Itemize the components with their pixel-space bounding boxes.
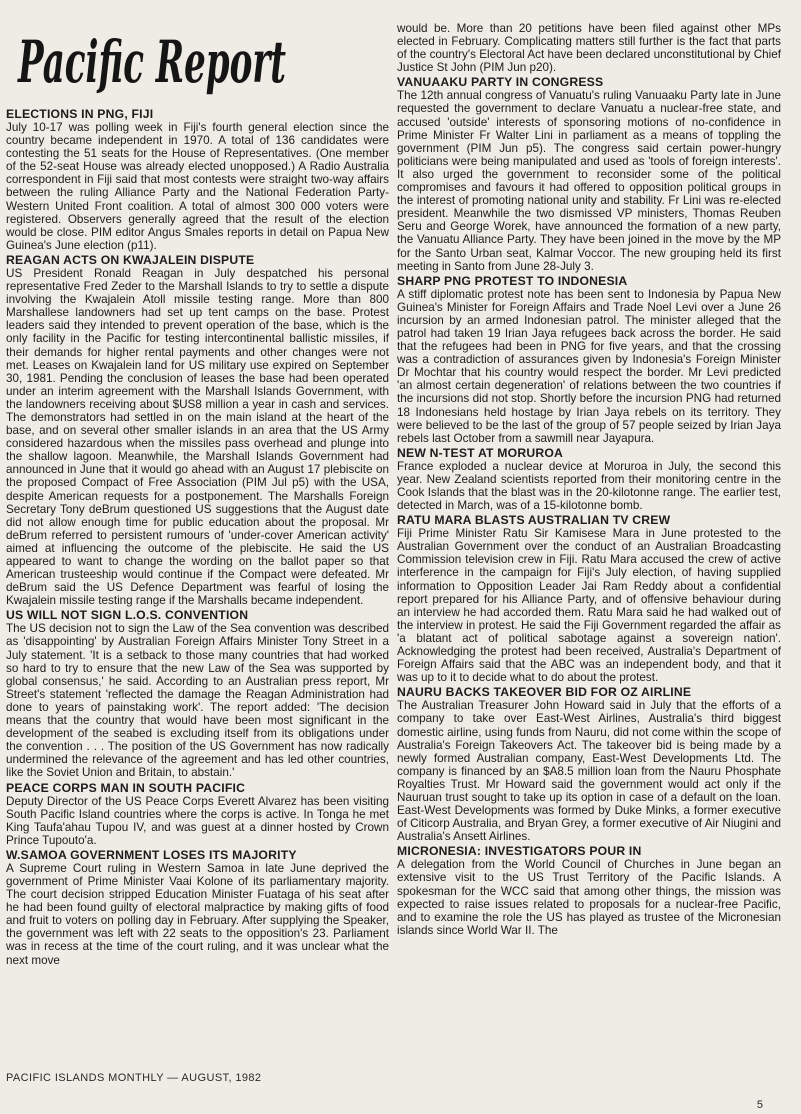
story-vanuaaku [397,75,781,272]
story-body: US President Ronald Reagan in July despatched his personal representative Fred Zeder to the Marshall Islands to try to settle a dispute involving the Kwajalein Atoll missile testing range. More than 800 Marshallese landowners had set up tent camps on the base. Protest leaders said they intended to prevent operation of the base, which is the only facility in the Pacific for testing intercontinental ballistic missiles, if their demands for higher rental payments and other changes were not met. Leases on Kwajalein land for US military use expired on September 30, 1981. Pending the conclusion of leases the base had been operated under an interim agreement with the Marshall Islands Government, with the landowners receiving about $US8 million a year in cash and services. The demonstrators had settled in on the main island at the heart of the base, and on several other smaller islands in an area that the US Army considered hazardous when the missiles pass overhead and plunge into the shallow lagoon. Meanwhile, the Marshall Islands Government had announced in June that it would go ahead with an August 17 plebiscite on the proposed Compact of Free Association (PIM Jul p5) with the USA, despite American requests for a postponement. The Marshalls Foreign Secretary Tony deBrum questioned US suggestions that the August date did not allow enough time for public education about the proposal. Mr deBrum referred to persistent rumours of 'under-cover American activity' aimed at influencing the outcome of the plebiscite. He said the US appeared to want to change the wording on the ballot paper so that American trusteeship would continue if the Compact were defeated. Mr deBrum said the US Defence Department was fearful of losing the Kwajalein missile testing range if the Marshalls became independent. [6,266,389,608]
story-headline: US WILL NOT SIGN L.O.S. CONVENTION [6,608,249,623]
continued-text: would be. More than 20 petitions have been filed against other MPs elected in February. Complicating matters still further is the fact that parts of the country's Electoral Act have been declared unconstitutional by Chief Justice St John (PIM Jun p20). [397,22,781,75]
story-body: The US decision not to sign the Law of the Sea convention was described as 'disappointing' by Australian Foreign Affairs Minister Tony Street in a July statement. 'It is a setback to those many countries that had worked so hard to try to ensure that the new Law of the Sea was supported by global consensus,' he said. According to an Australian press report, Mr Street's statement 'reflected the damage the Reagan Administration had done to years of painstaking work'. The report added: 'The decision means that the country that would have been most significant in the development of the seabed is excluding itself from its obligations under the convention . . . The position of the US Government has now radically undermined the relevance of the agreement and has led other countries, like the Soviet Union and Britain, to abstain.' [6,622,389,780]
story-peace-corps [6,781,389,847]
masthead-title: Pacific Report [16,28,287,96]
story-headline: NEW N-TEST AT MORUROA [397,445,564,460]
left-column-flow [6,107,389,968]
right-column [397,0,781,1114]
story-headline: REAGAN ACTS ON KWAJALEIN DISPUTE [6,252,255,267]
story-ratu-mara [397,513,781,684]
story-body: Deputy Director of the US Peace Corps Everett Alvarez has been visiting South Pacific Island countries where the corps is active. In Tonga he met King Taufa'ahau Tupou IV, and was guest at a dinner hosted by Crown Prince Tupouto'a. [6,794,389,847]
story-png-indonesia [397,274,781,445]
story-w-samoa [6,848,389,967]
left-column [6,0,389,1114]
page-number: 5 [756,1099,763,1111]
story-micronesia [397,844,781,937]
story-headline: VANUAAKU PARTY IN CONGRESS [397,75,604,90]
story-headline: ELECTIONS IN PNG, FIJI [6,107,154,121]
story-headline: RATU MARA BLASTS AUSTRALIAN TV CREW [397,513,671,528]
story-body: France exploded a nuclear device at Moruroa in July, the second this year. New Zealand scientists reported from their monitoring centre in the Cook Islands that the blast was in the 20-kilotonne range. The earlier test, detected in March, was of a 15-kilotonne bomb. [397,459,781,513]
story-headline: MICRONESIA: INVESTIGATORS POUR IN [397,844,642,859]
story-nauru [397,685,781,843]
publication-footer: PACIFIC ISLANDS MONTHLY — AUGUST, 1982 [6,1072,262,1084]
story-body: The Australian Treasurer John Howard said in July that the efforts of a company to take over East-West Airlines, Australia's third biggest domestic airline, using funds from Nauru, did not come within the scope of Australia's Foreign Takeovers Act. The takeover bid is being made by a newly formed Australian company, East-West Developments Ltd. The company is financed by an $A8.5 million loan from the Nauru Phosphate Royalties Trust. Mr Howard said the government would act only if the Nauruan trust sought to take up its option in case of a default on the loan. East-West Developments was formed by Duke Minks, a former executive of Citicorp Australia, and Bryan Grey, a former executive of Air Niugini and Australia's Ansett Airlines. [397,699,781,844]
story-continuation [397,22,781,74]
story-moruroa [397,446,781,512]
story-body: A stiff diplomatic protest note has been sent to Indonesia by Papua New Guinea's Minister for Foreign Affairs and Trade Noel Levi over a June 26 incursion by an armed Indonesian patrol. The minister alleged that the patrol had taken 19 Irian Jaya refugees back across the border. He said that the refugees had been in PNG for five years, and that the crossing was a contradiction of assurances given by Indonesia's Foreign Minister Dr Mochtar that his country would respect the border. Mr Levi predicted 'an almost certain degeneration' of relations between the two countries if the incursions did not stop. Shortly before the incursion PNG had returned 18 Indonesians held hostage by Irian Jaya rebels on its territory. They were believed to be the last of the group of 57 people seized by Irian Jaya rebels last October from a sawmill near Jayapura. [397,287,781,445]
story-headline: SHARP PNG PROTEST TO INDONESIA [397,273,628,288]
story-headline: PEACE CORPS MAN IN SOUTH PACIFIC [6,780,246,795]
right-column-flow [397,22,781,938]
story-law-of-sea [6,608,389,779]
story-body: A delegation from the World Council of Churches in June began an extensive visit to the US Trust Territory of the Pacific Islands. A spokesman for the WCC said that among other things, the mission was expected to raise issues related to proposals for a nuclear-free Pacific, and to examine the role the US has played as trustee of the Micronesian islands since World War II. The [397,858,781,937]
story-body: A Supreme Court ruling in Western Samoa in late June deprived the government of Prime Minister Vaai Kolone of its parliamentary majority. The court decision stripped Education Minister Fuataga of his seat after he had been found guilty of electoral malpractice by making gifts of food and fruit to voters on polling day in February. After supplying the Speaker, the government was left with 22 seats to the opposition's 23. Parliament was in recess at the time of the court ruling, and it was unclear what the next move [6,861,389,967]
story-headline: W.SAMOA GOVERNMENT LOSES ITS MAJORITY [6,847,297,862]
story-kwajalein [6,253,389,607]
story-body: Fiji Prime Minister Ratu Sir Kamisese Mara in June protested to the Australian Government over the conduct of an Australian Broadcasting Commission television crew in Fiji. Ratu Mara accused the crew of active interference in the campaign for Fiji's July election, of having supplied information to Opposition Leader Jai Ram Reddy about a confidential report prepared for his Alliance Party, and of offensive behaviour during an interview he had accorded them. Ratu Mara said he had walked out of the interview in protest. He said the Fiji Government regarded the affair as 'a blatant act of political sabotage against a sovereign nation'. Acknowledging the protest had been received, Australia's Department of Foreign Affairs said that the ABC was an independent body, and that it was up to it to decide what to do about the protest. [397,527,781,685]
story-body: July 10-17 was polling week in Fiji's fourth general election since the country became independent in 1970. A total of 136 candidates were contesting the 51 seats for the House of Representatives. (One member of the 52-seat House was already elected unopposed.) A Radio Australia correspondent in Fiji said that most contests were straight two-way affairs between the ruling Alliance Party and the National Federation Party-Western United Front coalition. A total of almost 300 000 voters were registered. Observers generally agreed that the result of the election would be close. PIM editor Angus Smales reports in detail on Papua New Guinea's June election (p11). [6,121,389,252]
story-elections [6,107,389,252]
story-headline: NAURU BACKS TAKEOVER BID FOR OZ AIRLINE [397,685,692,700]
story-body: The 12th annual congress of Vanuatu's ruling Vanuaaku Party late in June requested the government to declare Vanuatu a nuclear-free state, and accused 'outside' interests of sponsoring motions of no-confidence in Prime Minister Fr Walter Lini in parliament as a means of toppling the government (PIM Jun p5). The congress said certain power-hungry politicians were being manipulated and used as 'tools of foreign interests'. It also urged the government to reconsider some of the political compromises and favours it had offered to opposition political groups in the interest of promoting national unity and stability. Fr Lini was re-elected president. Meanwhile the two dismissed VP ministers, Thomas Reuben Seru and George Worek, have announced the formation of a new party, the Vanuatu Alliance Party. They have been joined in the move by the MP for the Santo Urban seat, Kalmar Voccor. The new grouping held its first meeting in Santo from June 28-July 3. [397,89,781,273]
